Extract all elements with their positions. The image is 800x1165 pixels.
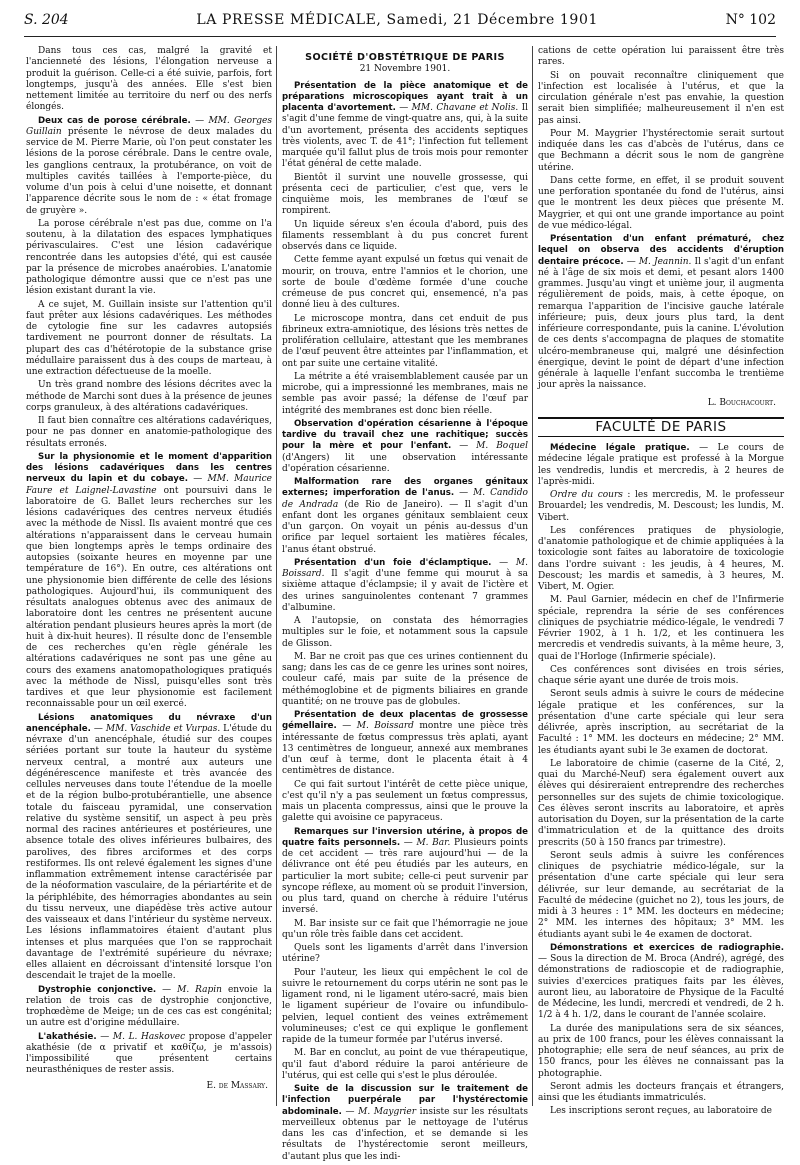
article-title: Remarques sur l'inversion utérine, à propos de quatre faits personnels. <box>282 826 528 848</box>
article-authors: M. Maygrier <box>358 1106 417 1117</box>
faculty-heading: FACULTÉ DE PARIS <box>538 417 784 437</box>
article-title: Suite de la discussion sur le traitement de l'infection puerpérale par l'hystérectomie abdominale. <box>282 1084 528 1117</box>
paragraph: A l'autopsie, on constata des hémorragies multiples sur le foie, et notamment sous la capsule de Glisson. <box>282 616 528 649</box>
article-akathesie: L'akathésie. — M. L. Haskovec propose d'appeler akathésie (de α privatif et καθίζω, je m'assois) l'impossibilité que présentent certains neurasthéniques de rester assis. <box>26 1031 272 1076</box>
paragraph: Cette femme ayant expulsé un fœtus qui venait de mourir, on trouva, entre l'amnios et le chorion, une sorte de boule d'œdème formée d'une couche crémeuse de pus concret qui, ensemencé, n'a pas donné lieu à des cultures. <box>282 255 528 311</box>
article-authors: MM. Vaschide et Vurpas. <box>105 723 221 734</box>
article-text: (d'Angers) lit une observation intéressante d'opération césarienne. <box>282 452 528 474</box>
course-order-label: Ordre du cours <box>550 490 623 500</box>
paragraph: Bientôt il survint une nouvelle grossesse, qui présenta ceci de particulier, c'est que, vers le cinquième mois, les membranes de l'œuf se rompirent. <box>282 172 528 217</box>
article-authors: MM. Georges Guillain <box>26 115 272 137</box>
article-dystrophie: Dystrophie conjonctive. — M. Rapin envoie la relation de trois cas de dystrophie conjonctive, trophœdème de Meige; un de ces cas est congénital; un autre est d'origine médullaire. <box>26 984 272 1029</box>
paragraph: Ce qui fait surtout l'intérêt de cette pièce unique, c'est qu'il n'y a pas seulement un fœtus compressus, mais un placenta compressus, ainsi que le prouve la galette qui avoisine ce papyraceus. <box>282 779 528 824</box>
article-title: Lésions anatomiques du névraxe d'un anencéphale. <box>26 712 272 734</box>
paragraph: Un liquide séreux s'en écoula d'abord, puis des filaments ressemblant à du pus concret furent observés dans ce liquide. <box>282 219 528 252</box>
column-3 <box>538 46 784 1120</box>
paragraph: Le microscope montra, dans cet enduit de pus fibrineux extra-amniotique, des lésions très nettes de prolifération cellulaire, attestant que les membranes de l'œuf peuvent être atteintes par l'inflammation, et ont par suite une certaine vitalité. <box>282 313 528 369</box>
article-porose: Deux cas de porose cérébrale. — MM. Georges Guillain présente le névrose de deux malades du service de M. Pierre Marie, où l'on peut constater les lésions de la porose cérébrale. Dans le centre ovale, les ganglions centraux, la protubérance, on voit de multiples cavités taillées à l'emporte-pièce, du volume d'un pois à celui d'une noisette, et donnant l'apparence décrite sous le nom de : « état fromage de gruyère ». <box>26 115 272 216</box>
article-text: ont poursuivi dans le laboratoire de G. Ballet leurs recherches sur les lésions cadavériques des centres nerveux étudiés avec la méthode de Nissl. Ils avaient montré que ces altérations n'apparaissent dans le cerveau humain que bien longtemps après le temps ordinaire des autopsies (soixante heures en moyenne par une température de 16°). En outre, ces altérations ont une physionomie bien différente de celle des lésions pathologiques. Aujourd'hui, ils communiquent des résultats analogues obtenus avec des animaux de laboratoire dont les centres ne présentent aucune altération pendant plusieurs heures après la mort (de huit à dix-huit heures). Il résulte donc de l'ensemble de ces recherches qu'en règle générale les altérations cadavériques ne sont pas une gêne au cours des examens anatomopathologiques pratiqués avec la méthode de Nissl, puisqu'elles sont très tardives et que leur physionomie est facilement reconnaissable pour un œil exercé. <box>26 485 272 710</box>
paragraph: M. Paul Garnier, médecin en chef de l'Infirmerie spéciale, reprendra la série de ses conférences cliniques de psychiatrie médico-légale, le vendredi 7 Février 1902, à 1 h. 1/2, et les continuera les mercredis et vendredis suivants, à la même heure, 3, quai de l'Horloge (Infirmerie spéciale). <box>538 595 784 662</box>
paragraph: Quels sont les ligaments d'arrêt dans l'inversion utérine? <box>282 943 528 965</box>
article-enfant-premature: Présentation d'un enfant prématuré, chez lequel on observa des accidents d'éruption dentaire précoce. — M. Jeannin. Il s'agit d'un enfant né à l'âge de six mois et demi, et pesant alors 1400 grammes. Jusqu'au vingt et unième jour, il augmenta régulièrement de poids, mais, à cette époque, on remarqua l'apparition de l'incisive gauche latérale inférieure; puis, deux jours plus tard, la dent inférieure correspondante, puis la canine. L'évolution de ces dents s'accompagna de plaques de stomatite ulcéro-membraneuse qui, malgré une désinfection énergique, devint le point de départ d'une infection générale à laquelle l'enfant succomba le trentième jour après la naissance. <box>538 234 784 391</box>
paragraph: Dans tous ces cas, malgré la gravité et l'ancienneté des lésions, l'élongation nerveuse a produit la guérison. Celle-ci a été suivie, parfois, fort longtemps, jusqu'à des années. Elle s'est bien nettement limitée au territoire du nerf ou des nerfs élongés. <box>26 46 272 113</box>
article-authors: M. L. Haskovec <box>112 1031 186 1042</box>
article-text: Il s'agit d'un enfant né à l'âge de six mois et demi, et pesant alors 1400 grammes. Jusqu'au vingt et unième jour, il augmenta régulièrement de poids, mais, à cette époque, on remarqua l'apparition de l'incisive gauche latérale inférieure; puis, deux jours plus tard, la dent inférieure correspondante, puis la canine. L'évolution de ces dents s'accompagna de plaques de stomatite ulcéro-membraneuse qui, malgré une désinfection énergique, devint le point de départ d'une infection générale à laquelle l'enfant succomba le trentième jour après la naissance. <box>538 256 784 391</box>
article-text: Il s'agit d'une femme qui mourut à sa sixième attaque d'éclampsie; il y avait de l'ictère et des urines sanguinolentes contenant 7 grammes d'albumine. <box>282 569 528 613</box>
paragraph: M. Bar en conclut, au point de vue thérapeutique, qu'il faut d'abord réduire la paroi antérieure de l'utérus, qui est celle qui s'est le plus déroulée. <box>282 1048 528 1081</box>
paragraph: Dans cette forme, en effet, il se produit souvent une perforation spontanée du fond de l'utérus, ainsi que le montrent les deux pièces que présente M. Maygrier, et qui ont une grande importance au point de vue médico-légal. <box>538 175 784 231</box>
article-text: présente le névrose de deux malades du service de M. Pierre Marie, où l'on peut constater les lésions de la porose cérébrale. Dans le centre ovale, les ganglions centraux, la protubérance, on voit de multiples cavités taillées à l'emporte-pièce, du volume d'un pois à celui d'une noisette, et donnant l'apparence décrite sous le nom de : « état fromage de gruyère ». <box>26 126 272 216</box>
article-authors: M. Jeannin. <box>638 256 692 267</box>
session-date: 21 Novembre 1901. <box>359 64 451 75</box>
paragraph-text: : les mercredis, M. le professeur Brouardel; les vendredis, M. Descoust; les lundis, M. Vibert. <box>538 490 784 523</box>
article-title: Dystrophie conjonctive. <box>38 984 157 995</box>
article-title: Démonstrations et exercices de radiographie. <box>550 942 784 953</box>
article-foie-eclamptique: Présentation d'un foie d'éclamptique. — M. Boissard. Il s'agit d'une femme qui mourut à sa sixième attaque d'éclampsie; il y avait de l'ictère et des urines sanguinolentes contenant 7 grammes d'albumine. <box>282 557 528 613</box>
article-authors: M. Boissard <box>356 721 414 732</box>
paragraph: Seront seuls admis à suivre les conférences cliniques de psychiatrie médico-légale, sur la présentation d'une carte spéciale qui leur sera délivrée, sur leur demande, au secrétariat de la Faculté de médecine (guichet no 2), tous les jours, de midi à 3 heures : 1° MM. les docteurs en médecine; 2° MM. les internes des hôpitaux; 3° MM. les étudiants ayant subi le 4e examen de doctorat. <box>538 850 784 940</box>
society-heading: SOCIÉTÉ D'OBSTÉTRIQUE DE PARIS <box>305 52 505 63</box>
article-inversion-uterine: Remarques sur l'inversion utérine, à propos de quatre faits personnels. — M. Bar. Plusieurs points de cet accident — très rare aujourd'hui — de la délivrance ont été peu étudiés par les auteurs, en particulier la mort subite; celle-ci peut survenir par syncope réflexe, au moment où se produit l'inversion, ou plus tard, quand on cherche à réduire l'utérus inversé. <box>282 826 529 916</box>
paragraph: Pour l'auteur, les lieux qui empêchent le col de suivre le retournement du corps utérin ne sont pas le ligament rond, ni le ligament utéro-sacré, mais bien le ligament supérieur de l'ovaire ou infundibulo-pelvien, lequel contient des veines extrêmement volumineuses; c'est ce qui explique le gonflement rapide de la tumeur formée par l'utérus inversé. <box>282 967 528 1045</box>
article-title: Observation d'opération césarienne à l'époque tardive du travail chez une rachitique; succès pour la mère et pour l'enfant. <box>282 418 528 452</box>
paragraph: La durée des manipulations sera de six séances, au prix de 100 francs, pour les élèves connaissant la photographie; elle sera de neuf séances, au prix de 150 francs, pour les élèves ne connaissant pas la photographie. <box>538 1023 784 1079</box>
signature: E. de Massary. <box>206 1080 268 1091</box>
article-authors: M. Boquel <box>476 441 528 452</box>
article-infection-puerperale: Suite de la discussion sur le traitement de l'infection puerpérale par l'hystérectomie abdominale. — M. Maygrier insiste sur les résultats merveilleux obtenus par le nettoyage de l'utérus dans les cas d'infection, et se demande si les résultats de l'hystérectomie seront meilleurs, d'autant plus que les indi- <box>282 1084 528 1162</box>
article-text: — Sous la direction de M. Broca (André), agrégé, des démonstrations de radioscopie et de radiographie, suivies d'exercices pratiques faits par les élèves, auront lieu, au laboratoire de Physique de la Faculté de Médecine, les lundi, mercredi et vendredi, de 2 h. 1/2 à 4 h. 1/2, dans le courant de l'année scolaire. <box>538 954 784 1021</box>
column-2 <box>282 46 528 1165</box>
paragraph: M. Bar ne croit pas que ces urines contiennent du sang; dans les cas de ce genre les urines sont noires, couleur café, mais par suite de la présence de méthémoglobine et de pigments biliaires en grande quantité; on ne trouve pas de globules. <box>282 651 528 707</box>
article-cesarienne: Observation d'opération césarienne à l'époque tardive du travail chez une rachitique; succès pour la mère et pour l'enfant. — M. Boquel (d'Angers) lit une observation intéressante d'opération césarienne. <box>282 418 528 474</box>
article-text: montre une pièce très intéressante de fœtus compressus très aplati, ayant 13 centimètres de longueur, annexé aux membranes d'un œuf à terme, dont le placenta était à 4 centimètres de distance. <box>282 721 528 777</box>
article-title: L'akathésie. <box>38 1031 97 1042</box>
article-title: Présentation de la pièce anatomique et de préparations microscopiques ayant trait à un placenta d'avortement. <box>282 80 528 113</box>
article-placenta-avortement: Présentation de la pièce anatomique et de préparations microscopiques ayant trait à un placenta d'avortement. — MM. Chavane et Nolis. Il s'agit d'une femme de vingt-quatre ans, qui, à la suite d'un avortement, présenta des accidents septiques très violents, avec T. de 41°; l'infection fut tellement marquée qu'il fallut plus de trois mois pour remonter l'état général de cette malade. <box>282 80 528 170</box>
article-text: Il s'agit d'une femme de vingt-quatre ans, qui, à la suite d'un avortement, présenta des accidents septiques très violents, avec T. de 41°; l'infection fut tellement marquée qu'il fallut plus de trois mois pour remonter l'état général de cette malade. <box>282 103 528 170</box>
column-1 <box>26 46 272 1094</box>
article-authors: M. Candido de Andrada <box>282 488 528 510</box>
article-title: Sur la physionomie et le moment d'apparition des lésions cadavériques dans les centres nerveux du lapin et du cobaye. <box>26 451 272 485</box>
page-header <box>24 12 776 37</box>
paragraph: Pour M. Maygrier l'hystérectomie serait surtout indiquée dans les cas d'abcès de l'utérus, dans ce que Bechmann a décrit sous le nom de gangrène utérine. <box>538 128 784 173</box>
paragraph: Seront admis les docteurs français et étrangers, ainsi que les étudiants immatriculés. <box>538 1081 784 1103</box>
article-text: L'étude du névraxe d'un anencéphale, étudié sur des coupes sériées portant sur toute la hauteur du système nerveux central, a montré aux auteurs une dégénérescence manifeste et très avancée des cellules nerveuses dans toute l'étendue de la moelle et de la région bulbo-protubérantielle, une absence totale du faisceau pyramidal, une conservation relative du système sensitif, un aspect à peu près normal des racines antérieures et postérieures, une absence totale des olives inférieures bulbaires, des parolives, des fibres arciformes et des corps restiformes. Ils ont relevé également les signes d'une inflammation extrêmement intense caractérisée par de la néoformation vasculaire, de la périartérite et de la périphlébite, des hémorragies abondantes au sein du tissu nerveux, une diapédèse très active autour des vaisseaux et dans l'intérieur du système nerveux. Les lésions inflammatoires étaient d'autant plus intenses et plus marquées que l'on se rapprochait davantage de l'extrémité supérieure du névraxe; elles allaient en décroissant d'intensité lorsque l'on descendait le trajet de la moelle. <box>26 723 272 982</box>
paragraph: M. Bar insiste sur ce fait que l'hémorragie ne joue qu'un rôle très faible dans cet accident. <box>282 918 528 940</box>
article-title: Médecine légale pratique. <box>550 443 690 453</box>
paragraph: cations de cette opération lui paraissent être très rares. <box>538 46 784 68</box>
article-title: Présentation de deux placentas de grossesse gémellaire. <box>282 710 528 732</box>
paragraph: La métrite a été vraisemblablement causée par un microbe, qui a impressionné les membranes, mais ne semble pas avoir passé; la défense de l'œuf par intégrité des membranes est donc bien réelle. <box>282 371 528 416</box>
paragraph: Si on pouvait reconnaître cliniquement que l'infection est localisée à l'utérus, et que la circulation générale n'est pas envahie, la question serait bien simplifiée; malheureusement il n'en est pas ainsi. <box>538 70 784 126</box>
article-medecine-legale <box>538 443 784 488</box>
article-radiographie <box>538 943 784 1022</box>
paragraph: Le laboratoire de chimie (caserne de la Cité, 2, quai du Marché-Neuf) sera également ouvert aux élèves qui désireraient entreprendre des recherches personnelles sur des sujets de chimie toxicologique. Ces élèves seront inscrits au laboratoire, et après autorisation du Doyen, sur la présentation de la carte d'immatriculation et de la quittance des droits prescrits (50 à 150 francs par trimestre). <box>538 758 784 848</box>
article-malformation: Malformation rare des organes génitaux externes; imperforation de l'anus. — M. Candido de Andrada (de Rio de Janeiro). — Il s'agit d'un enfant dont les organes génitaux semblaient ceux d'un garçon. On voyait un pénis au-dessus d'un orifice par lequel sortaient les matières fécales, l'anus étant obstrué. <box>282 477 528 555</box>
paragraph: Il faut bien connaître ces altérations cadavériques, pour ne pas donner en anatomie-pathologique des résultats erronés. <box>26 416 272 449</box>
article-title: Présentation d'un enfant prématuré, chez lequel on observa des accidents d'éruption dentaire précoce. <box>538 234 784 267</box>
article-text: Plusieurs points de cet accident — très rare aujourd'hui — de la délivrance ont été peu étudiés par les auteurs, en particulier la mort subite; celle-ci peut survenir par syncope réflexe, au moment où se produit l'inversion, ou plus tard, quand on cherche à réduire l'utérus inversé. <box>282 837 529 916</box>
article-title: Présentation d'un foie d'éclamptique. <box>294 557 492 568</box>
paragraph: Un très grand nombre des lésions décrites avec la méthode de Marchi sont dues à la présence de jeunes corps granuleux, à des altérations cadavériques. <box>26 380 273 413</box>
column-rule-left <box>276 46 277 1106</box>
paragraph: Seront seuls admis à suivre le cours de médecine légale pratique et les conférences, sur la présentation d'une carte spéciale qui leur sera délivrée, après inscription, au secrétariat de la Faculté : 1° MM. les docteurs en médecine; 2° MM. les étudiants ayant subi le 3e examen de doctorat. <box>538 689 784 756</box>
article-title: Malformation rare des organes génitaux externes; imperforation de l'anus. <box>282 477 528 499</box>
column-rule-right <box>532 46 533 1106</box>
paragraph: Les conférences pratiques de physiologie, d'anatomie pathologique et de chimie appliquées à la toxicologie sont faites au laboratoire de toxicologie dans l'ordre suivant : les jeudis, à 4 heures, M. Descoust; les mardis et samedis, à 3 heures, M. Vibert, M. Ogier. <box>538 525 784 592</box>
article-placentas-gemellaire: Présentation de deux placentas de grossesse gémellaire. — M. Boissard montre une pièce très intéressante de fœtus compressus très aplati, ayant 13 centimètres de longueur, annexé aux membranes d'un œuf à terme, dont le placenta était à 4 centimètres de distance. <box>282 710 528 777</box>
paragraph: A ce sujet, M. Guillain insiste sur l'attention qu'il faut prêter aux lésions cadavériques. Les méthodes de cytologie fine sur les cadavres autopsiés tardivement ne pourront donner de résultats. La plupart des cas d'hétérotopie de la substance grise médullaire paraissent dus à des coups de marteau, à une extraction défectueuse de la moelle. <box>26 299 272 377</box>
article-text: propose d'appeler akathésie (de α privatif et καθίζω, je m'assois) l'impossibilité que présentent certains neurasthéniques de rester assis. <box>26 1031 272 1076</box>
paragraph: Ces conférences sont divisées en trois séries, chaque série ayant une durée de trois mois. <box>538 664 784 686</box>
article-authors: M. Bar. <box>416 837 451 848</box>
signature: L. Bouchacourt. <box>707 397 776 408</box>
paragraph: La porose cérébrale n'est pas due, comme on l'a soutenu, à la dilatation des espaces lymphatiques périvasculaires. C'est une lésion cadavérique rencontrée dans les autopsies d'été, qui est causée par la présence de microbes anaérobies. L'anatomie pathologique démontre aussi que ce n'est pas une lésion existant durant la vie. <box>26 218 272 297</box>
article-authors: MM. Maurice Faure et Laignel-Lavastine <box>26 474 272 496</box>
article-anencephale: Lésions anatomiques du névraxe d'un anencéphale. — MM. Vaschide et Vurpas. L'étude du névraxe d'un anencéphale, étudié sur des coupes sériées portant sur toute la hauteur du système nerveux central, a montré aux auteurs une dégénérescence manifeste et très avancée des cellules nerveuses dans toute l'étendue de la moelle et de la région bulbo-protubérantielle, une absence totale du faisceau pyramidal, une conservation relative du système sensitif, un aspect à peu près normal des racines antérieures et postérieures, une absence totale des olives inférieures bulbaires, des parolives, des fibres arciformes et des corps restiformes. Ils ont relevé également les signes d'une inflammation extrêmement intense caractérisée par de la néoformation vasculaire, de la périartérite et de la périphlébite, des hémorragies abondantes au sein du tissu nerveux, une diapédèse très active autour des vaisseaux et dans l'intérieur du système nerveux. Les lésions inflammatoires étaient d'autant plus intenses et plus marquées que l'on se rapprochait davantage de l'extrémité supérieure du névraxe; elles allaient en décroissant d'intensité lorsque l'on descendait le trajet de la moelle. <box>26 712 272 982</box>
page-number: S. 204 <box>24 12 69 28</box>
article-text: envoie la relation de trois cas de dystrophie conjonctive, trophœdème de Meige; un de ces cas est congénital; un autre est d'origine médullaire. <box>26 984 272 1029</box>
paragraph: Les inscriptions seront reçues, au laboratoire de <box>550 1106 772 1117</box>
article-text: (de Rio de Janeiro). — Il s'agit d'un enfant dont les organes génitaux semblaient ceux d'un garçon. On voyait un pénis au-dessus d'un orifice par lequel sortaient les matières fécales, l'anus étant obstrué. <box>282 499 528 555</box>
article-authors: M. Rapin <box>177 984 222 995</box>
issue-number: N° 102 <box>725 12 776 28</box>
article-text: insiste sur les résultats merveilleux obtenus par le nettoyage de l'utérus dans les cas d'infection, et se demande si les résultats de l'hystérectomie seront meilleurs, d'autant plus que les indi- <box>282 1106 528 1162</box>
journal-title: LA PRESSE MÉDICALE, Samedi, 21 Décembre 1901 <box>196 12 598 28</box>
paragraph <box>538 490 784 524</box>
article-lesions-cadaveriques: Sur la physionomie et le moment d'apparition des lésions cadavériques dans les centres nerveux du lapin et du cobaye. — MM. Maurice Faure et Laignel-Lavastine ont poursuivi dans le laboratoire de G. Ballet leurs recherches sur les lésions cadavériques des centres nerveux étudiés avec la méthode de Nissl. Ils avaient montré que ces altérations n'apparaissent dans le cerveau humain que bien longtemps après le temps ordinaire des autopsies (soixante heures en moyenne par une température de 16°). En outre, ces altérations ont une physionomie bien différente de celle des lésions pathologiques. Aujourd'hui, ils communiquent des résultats analogues obtenus avec des animaux de laboratoire dont les centres ne présentent aucune altération pendant plusieurs heures après la mort (de huit à dix-huit heures). Il résulte donc de l'ensemble de ces recherches qu'en règle générale les altérations cadavériques ne sont pas une gêne au cours des examens anatomopathologiques pratiqués avec la méthode de Nissl, puisqu'elles sont très tardives et que leur physionomie est facilement reconnaissable pour un œil exercé. <box>26 451 272 710</box>
article-authors: MM. Chavane et Nolis. <box>411 103 519 113</box>
article-title: Deux cas de porose cérébrale. <box>38 115 191 126</box>
article-text: — Le cours de médecine légale pratique est professé à la Morgue les vendredis, lundis et mercredis, à 2 heures de l'après-midi. <box>538 443 784 487</box>
article-authors: M. Boissard. <box>282 557 528 579</box>
